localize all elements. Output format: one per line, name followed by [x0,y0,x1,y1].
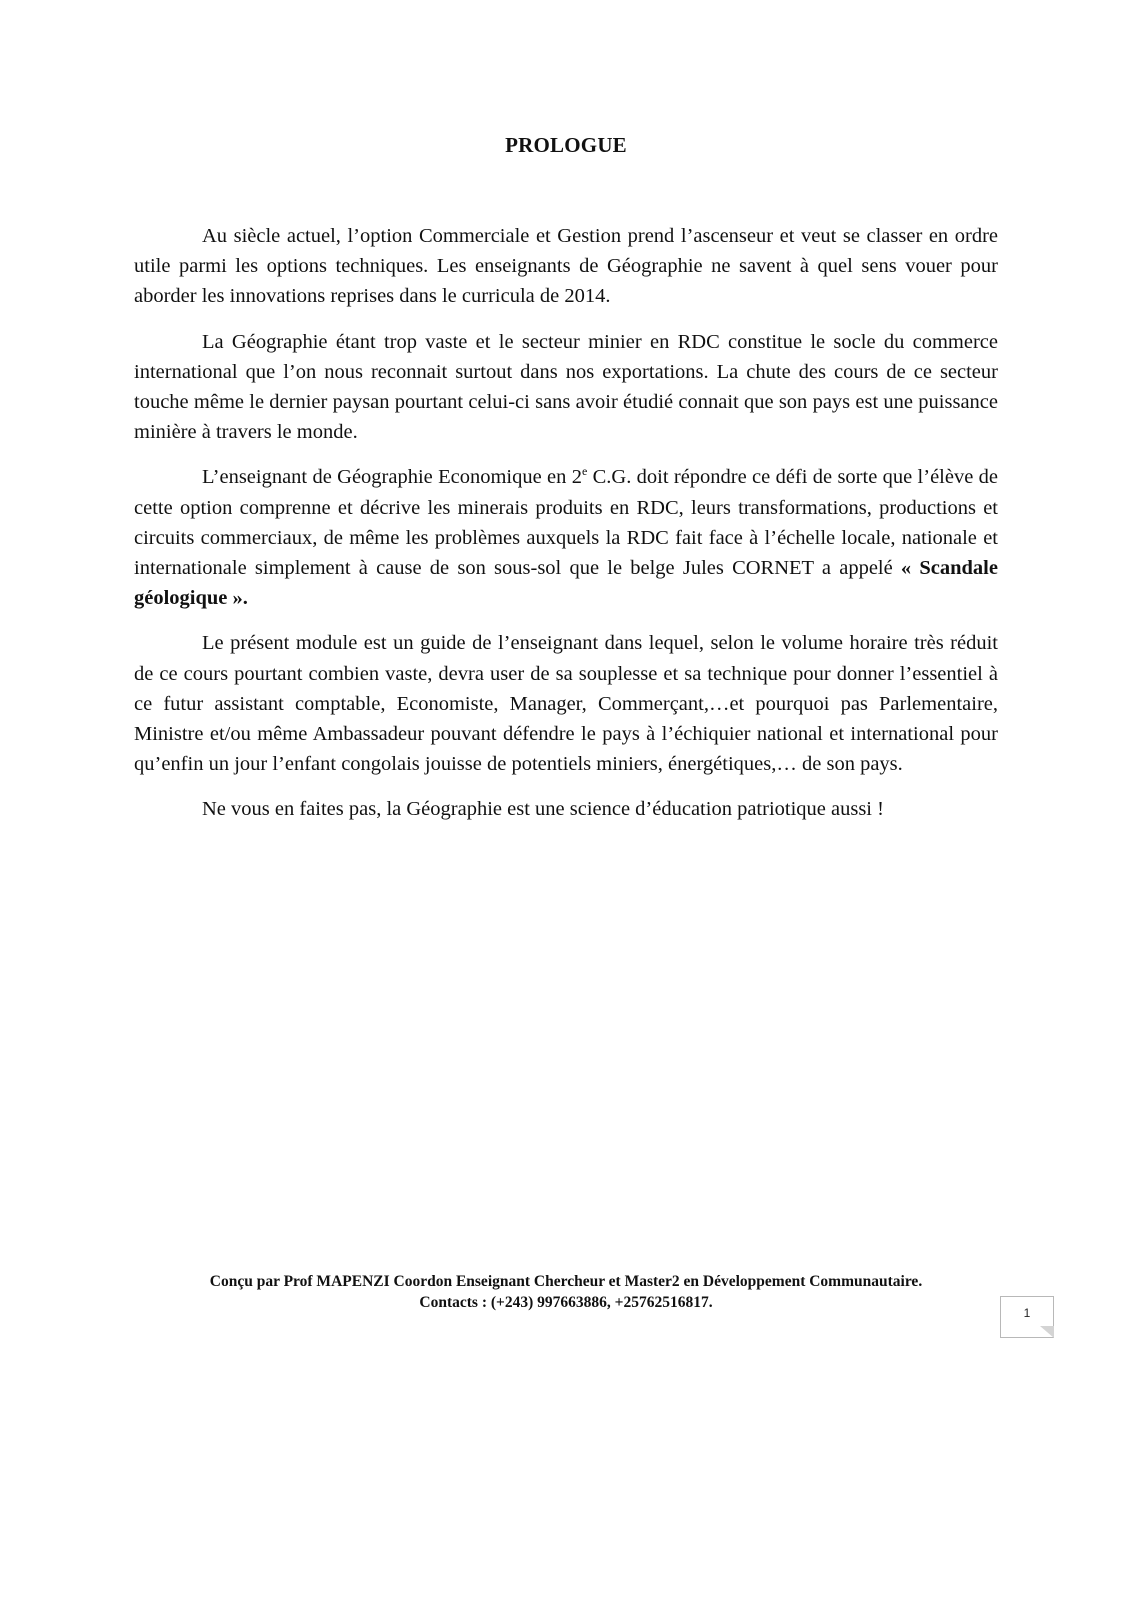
page-title: PROLOGUE [505,133,627,157]
prologue-body [134,221,998,840]
page-curl-icon [1040,1326,1054,1338]
paragraph-3-text-start: L’enseignant de Géographie Economique en 2 [202,466,582,489]
paragraph-5: Ne vous en faites pas, la Géographie est une science d’éducation patriotique aussi ! [202,798,884,821]
scandale-geologique-quote: « Scandale géologique ». [134,557,998,610]
paragraph-3 [134,462,998,613]
paragraph-3-text-main: C.G. doit répondre ce défi de sorte que l’élève de cette option comprenne et décrive les minerais produits en RDC, leurs transformations, productions et circuits commerciaux, de même les problèmes auxquels la RDC fait face à l’échelle locale, nationale et internationale simplement à cause de son sous-sol que le belge Jules CORNET a appelé [134,466,998,580]
paragraph-2: La Géographie étant trop vaste et le secteur minier en RDC constitue le socle du commerce international que l’on nous reconnait surtout dans nos exportations. La chute des cours de ce secteur touche même le dernier paysan pourtant celui-ci sans avoir étudié connait que son pays est une puissance minière à travers le monde. [134,330,998,444]
page-number-box [1000,1296,1054,1338]
paragraph-4: Le présent module est un guide de l’enseignant dans lequel, selon le volume horaire très réduit de ce cours pourtant combien vaste, devra user de sa souplesse et sa technique pour donner l’essentiel à ce futur assistant comptable, Economiste, Manager, Commerçant,…et pourquoi pas Parlementaire, Ministre et/ou même Ambassadeur pouvant défendre le pays à l’échiquier national et international pour qu’enfin un jour l’enfant congolais jouisse de potentiels miniers, énergétiques,… de son pays. [134,632,998,776]
page-footer [0,1271,1132,1313]
footer-contacts-line: Contacts : (+243) 997663886, +25762516817. [419,1294,713,1311]
footer-author-line: Conçu par Prof MAPENZI Coordon Enseignant Chercheur et Master2 en Développement Communautaire. [209,1273,923,1290]
paragraph-1: Au siècle actuel, l’option Commerciale et Gestion prend l’ascenseur et veut se classer en ordre utile parmi les options techniques. Les enseignants de Géographie ne savent à quel sens vouer pour aborder les innovations reprises dans le curricula de 2014. [134,225,998,308]
ordinal-superscript: e [581,464,588,479]
page-number: 1 [1023,1306,1031,1320]
